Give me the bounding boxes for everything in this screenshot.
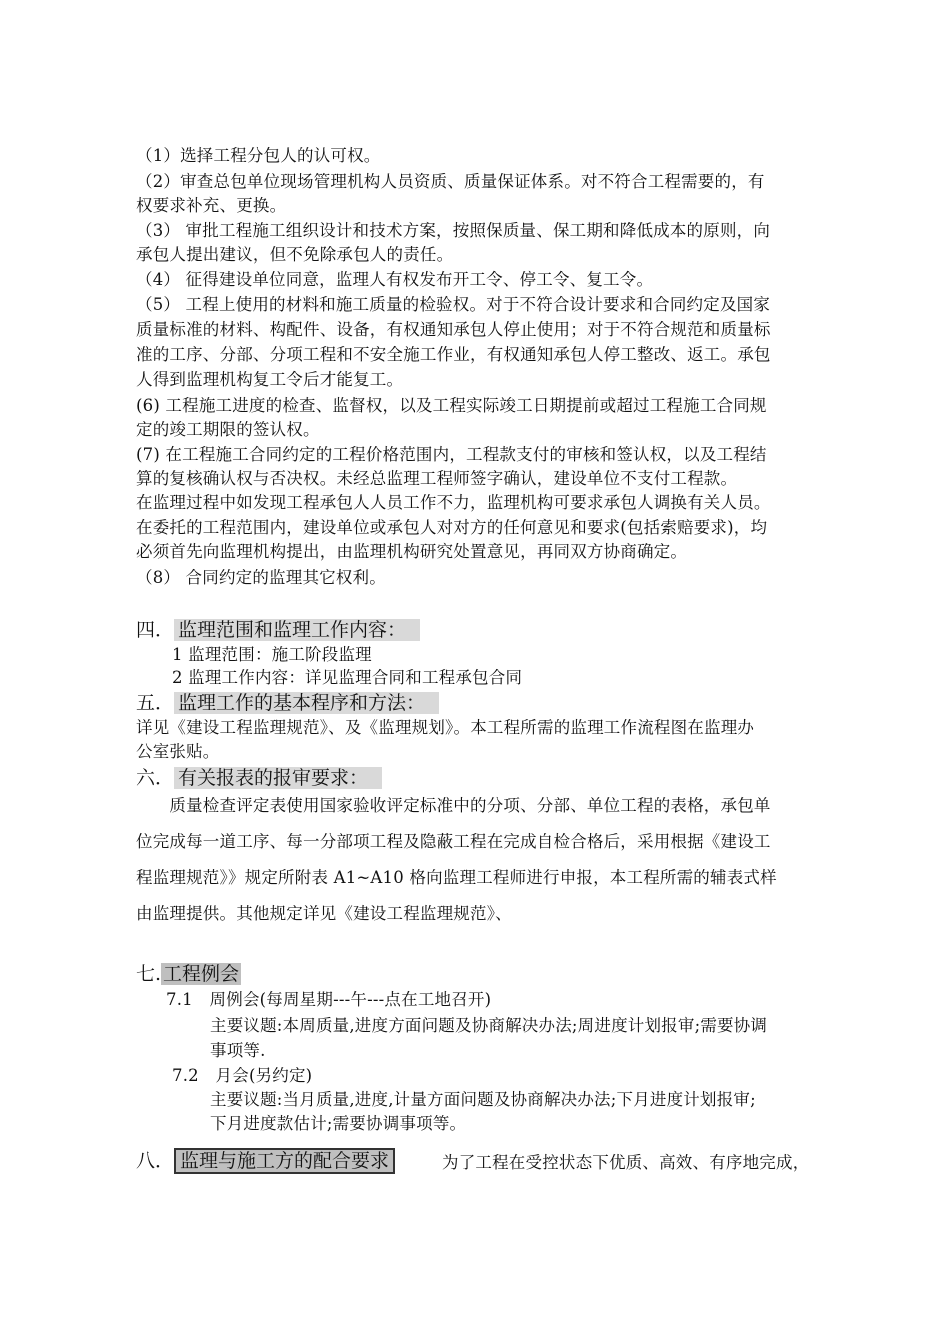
right-item-3-line2: 承包人提出建议，但不免除承包人的责任。 xyxy=(136,245,454,264)
right-item-4: （4） 征得建设单位同意，监理人有权发布开工令、停工令、复工令。 xyxy=(136,270,654,289)
section-6-title: 有关报表的报审要求： xyxy=(174,767,382,789)
right-item-8: （8） 合同约定的监理其它权利。 xyxy=(136,568,386,587)
section-6-body-line1: 质量检查评定表使用国家验收评定标准中的分项、分部、单位工程的表格，承包单 xyxy=(136,796,771,815)
monthly-meeting-topics-line1: 主要议题:当月质量,进度,计量方面问题及协商解决办法;下月进度计划报审; xyxy=(210,1090,756,1109)
right-item-5-line3: 准的工序、分部、分项工程和不安全施工作业，有权通知承包人停工整改、返工。承包 xyxy=(136,345,771,364)
right-item-5-line1: （5） 工程上使用的材料和施工质量的检验权。对于不符合设计要求和合同约定及国家 xyxy=(136,295,771,314)
section-5-body-line2: 公室张贴。 xyxy=(136,742,220,761)
section-5-body-line1: 详见《建设工程监理规范》、及《监理规划》。本工程所需的监理工作流程图在监理办 xyxy=(136,718,755,737)
right-item-1: （1）选择工程分包人的认可权。 xyxy=(136,146,381,165)
section-7-heading xyxy=(136,961,241,987)
weekly-meeting-heading: 7.1 周例会(每周星期---午---点在工地召开) xyxy=(166,990,492,1009)
section-7-title: 工程例会 xyxy=(163,963,240,985)
right-item-6-line1: (6) 工程施工进度的检查、监督权，以及工程实际竣工日期提前或超过工程施工合同规 xyxy=(136,396,767,415)
section-7-number: 七. xyxy=(136,963,162,985)
right-item-3-line1: （3） 审批工程施工组织设计和技术方案，按照保质量、保工期和降低成本的原则，向 xyxy=(136,221,771,240)
section-8-heading xyxy=(136,1148,395,1174)
section-4-item-1: 1 监理范围：施工阶段监理 xyxy=(172,645,372,664)
paragraph-scope-line2: 必须首先向监理机构提出，由监理机构研究处置意见，再同双方协商确定。 xyxy=(136,542,688,561)
paragraph-scope-line1: 在委托的工程范围内，建设单位或承包人对对方的任何意见和要求(包括索赔要求)，均 xyxy=(136,518,768,537)
weekly-meeting-topics-line1: 主要议题:本周质量,进度方面问题及协商解决办法;周进度计划报审;需要协调 xyxy=(210,1016,768,1035)
right-item-7-line1: (7) 在工程施工合同约定的工程价格范围内，工程款支付的审核和签认权，以及工程结 xyxy=(136,445,767,464)
section-5-heading xyxy=(136,690,439,716)
section-4-heading xyxy=(136,617,420,643)
section-6-number: 六． xyxy=(136,767,175,789)
section-4-title: 监理范围和监理工作内容： xyxy=(174,619,420,641)
right-item-2-line2: 权要求补充、更换。 xyxy=(136,196,287,215)
right-item-5-line2: 质量标准的材料、构配件、设备，有权通知承包人停止使用；对于不符合规范和质量标 xyxy=(136,320,771,339)
monthly-meeting-topics-line2: 下月进度款估计;需要协调事项等。 xyxy=(210,1114,467,1133)
section-4-item-2: 2 监理工作内容：详见监理合同和工程承包合同 xyxy=(172,668,523,687)
right-item-2-line1: （2）审查总包单位现场管理机构人员资质、质量保证体系。对不符合工程需要的，有 xyxy=(136,172,765,191)
section-4-number: 四． xyxy=(136,619,175,641)
right-item-6-line2: 定的竣工期限的签认权。 xyxy=(136,420,320,439)
paragraph-staff-change: 在监理过程中如发现工程承包人人员工作不力，监理机构可要求承包人调换有关人员。 xyxy=(136,493,771,512)
section-8-number: 八． xyxy=(136,1150,175,1172)
section-5-number: 五． xyxy=(136,692,175,714)
section-6-body-line3: 程监理规范》》规定所附表 A1~A10 格向监理工程师进行申报，本工程所需的辅表式样 xyxy=(136,868,777,887)
section-8-intro: 为了工程在受控状态下优质、高效、有序地完成， xyxy=(442,1153,810,1172)
weekly-meeting-topics-line2: 事项等. xyxy=(210,1041,266,1060)
section-6-body-line4: 由监理提供。其他规定详见《建设工程监理规范》、 xyxy=(136,904,512,923)
right-item-7-line2: 算的复核确认权与否决权。未经总监理工程师签字确认，建设单位不支付工程款。 xyxy=(136,469,738,488)
section-8-title: 监理与施工方的配合要求 xyxy=(174,1148,395,1174)
section-5-title: 监理工作的基本程序和方法： xyxy=(174,692,439,714)
section-6-body-line2: 位完成每一道工序、每一分部项工程及隐蔽工程在完成自检合格后，采用根据《建设工 xyxy=(136,832,771,851)
right-item-5-line4: 人得到监理机构复工令后才能复工。 xyxy=(136,370,404,389)
monthly-meeting-heading: 7.2 月会(另约定) xyxy=(172,1066,313,1085)
